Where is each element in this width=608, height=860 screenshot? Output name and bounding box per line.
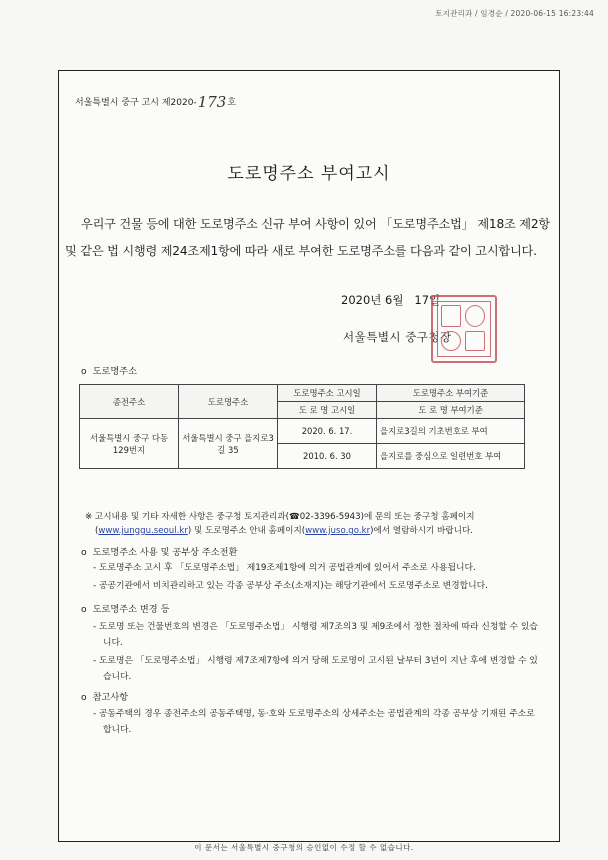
bullet-icon: o [81,692,87,703]
list-item: - 도로명은 「도로명주소법」 시행령 제7조제7항에 의거 당해 도로명이 고시된 날부터 3년이 지난 후에 변경할 수 있습니다. [93,656,538,682]
col-header-basis: 도로명주소 부여기준 [377,385,525,402]
bullet-icon: o [81,547,87,558]
cell-road-basis: 을지로를 중심으로 일련번호 부여 [377,444,525,469]
notice-number [75,91,236,109]
bullet-icon: o [81,604,87,615]
reference-note: ※ 고시내용 및 기타 자세한 사항은 중구청 토지관리과(☎02-3396-5943)에 문의 또는 중구청 홈페이지 (www.junggu.seoul.kr) 및 도로명주소 안내 홈페이지(www.juso.go.kr)에서 열람하시기 바랍니다. [85,512,475,536]
bullet-icon: o [81,366,87,377]
col-header-road-basis: 도 로 명 부여기준 [377,402,525,419]
table-header-row [80,385,525,402]
junggu-homepage-link[interactable]: www.junggu.seoul.kr [98,526,188,536]
document-title: 도로명주소 부여고시 [227,164,391,184]
list-item: - 공공기관에서 비치관리하고 있는 각종 공부상 주소(소재지)는 해당기관에서 도로명주소로 변경합니다. [93,581,488,591]
table-row [80,419,525,444]
col-header-old-address: 종전주소 [80,385,179,419]
notice-number-suffix: 호 [227,98,237,108]
list-item: - 도로명주소 고시 후 「도로명주소법」 제19조제1항에 의거 공법관계에 있어서 주소로 사용됩니다. [93,563,476,573]
notice-body: 우리구 건물 등에 대한 도로명주소 신규 부여 사항이 있어 「도로명주소법」 제18조 제2항 및 같은 법 시행령 제24조제1항에 따라 새로 부여한 도로명주소를 다음과 같이 고시합니다. [65,217,550,258]
section-reference: o 참고사항 [81,692,129,703]
notice-document [58,70,560,842]
notice-number-handwritten: 173 [197,93,227,111]
list-item: - 공동주택의 경우 종전주소의 공동주택명, 동·호와 도로명주소의 상세주소는 공법관계의 각종 공부상 기재된 주소로 합니다. [93,709,535,735]
cell-basis: 을지로3길의 기초번호로 부여 [377,419,525,444]
print-stamp: 토지관리과 / 임경순 / 2020-06-15 16:23:44 [435,9,594,18]
notice-date: 2020년 6월 17일 [341,293,441,307]
cell-road-address: 서울특별시 중구 을지로3길 35 [179,419,278,469]
col-header-road-notice-date: 도 로 명 고시일 [278,402,377,419]
notice-number-prefix: 서울특별시 중구 고시 제2020- [75,98,197,108]
col-header-notice-date: 도로명주소 고시일 [278,385,377,402]
section-road-address: o 도로명주소 [81,366,138,377]
footer-notice: 이 문서는 서울특별시 중구청의 승인없이 수정 할 수 없습니다. [194,843,414,852]
address-table [79,384,525,469]
col-header-road-address: 도로명주소 [179,385,278,419]
official-seal-stamp [431,295,497,363]
cell-road-notice-date: 2010. 6. 30 [278,444,377,469]
cell-notice-date: 2020. 6. 17. [278,419,377,444]
cell-old-address: 서울특별시 중구 다동 129번지 [80,419,179,469]
juso-homepage-link[interactable]: www.juso.go.kr [305,526,371,536]
signer-name: 서울특별시 중구청장 [343,330,452,344]
list-item: - 도로명 또는 건물번호의 변경은 「도로명주소법」 시행령 제7조의3 및 제9조에서 정한 절차에 따라 신청할 수 있습니다. [93,622,538,648]
section-usage: o 도로명주소 사용 및 공부상 주소전환 [81,547,238,558]
section-change: o 도로명주소 변경 등 [81,604,170,615]
